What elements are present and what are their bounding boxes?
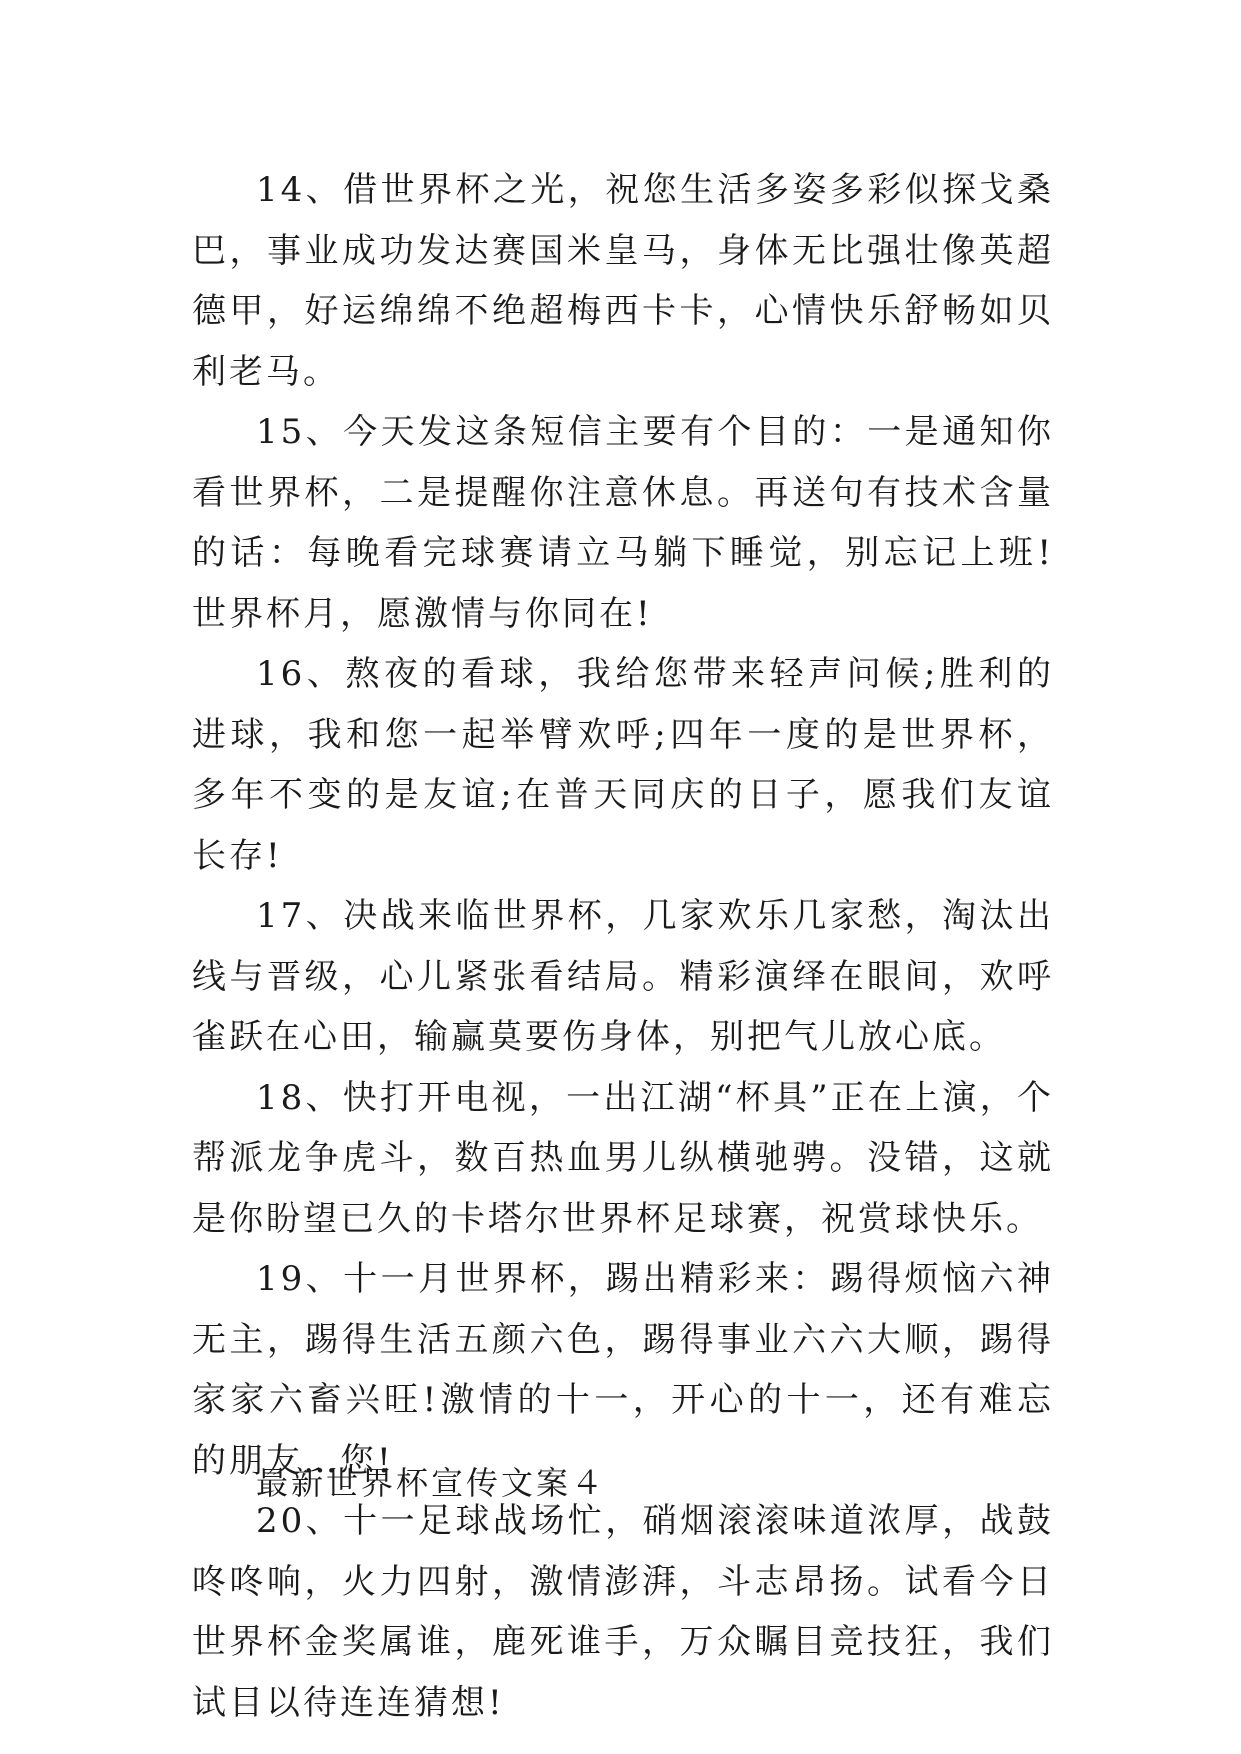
paragraph-17: 17、决战来临世界杯，几家欢乐几家愁，淘汰出线与晋级，心儿紧张看结局。精彩演绎在眼间，欢呼雀跃在心田，输赢莫要伤身体，别把气儿放心底。 — [192, 896, 1054, 1057]
section-heading: 最新世界杯宣传文案４ — [256, 1464, 607, 1502]
paragraph-18: 18、快打开电视，一出江湖“杯具”正在上演，个帮派龙争虎斗，数百热血男儿纵横驰骋。没错，这就是你盼望已久的卡塔尔世界杯足球赛，祝赏球快乐。 — [192, 1077, 1054, 1239]
paragraph-15: 15、今天发这条短信主要有个目的：一是通知你看世界杯，二是提醒你注意休息。再送句有技术含量的话：每晚看完球赛请立马躺下睡觉，别忘记上班!世界杯月，愿激情与你同在! — [192, 412, 1054, 634]
paragraph-19: 19、十一月世界杯，踢出精彩来：踢得烦恼六神无主，踢得生活五颜六色，踢得事业六六大顺，踢得家家六畜兴旺!激情的十一，开心的十一，还有难忘的朋友…您! — [192, 1259, 1054, 1481]
paragraph-20: 20、十一足球战场忙，硝烟滚滚味道浓厚，战鼓咚咚响，火力四射，激情澎湃，斗志昂扬。试看今日世界杯金奖属谁，鹿死谁手，万众瞩目竞技狂，我们试目以待连连猜想! — [192, 1501, 1054, 1723]
paragraph-14: 14、借世界杯之光，祝您生活多姿多彩似探戈桑巴，事业成功发达赛国米皇马，身体无比强壮像英超德甲，好运绵绵不绝超梅西卡卡，心情快乐舒畅如贝利老马。 — [192, 170, 1054, 392]
paragraph-16: 16、熬夜的看球，我给您带来轻声问候;胜利的进球，我和您一起举臂欢呼;四年一度的是世界杯，多年不变的是友谊;在普天同庆的日子，愿我们友谊长存! — [192, 654, 1054, 876]
